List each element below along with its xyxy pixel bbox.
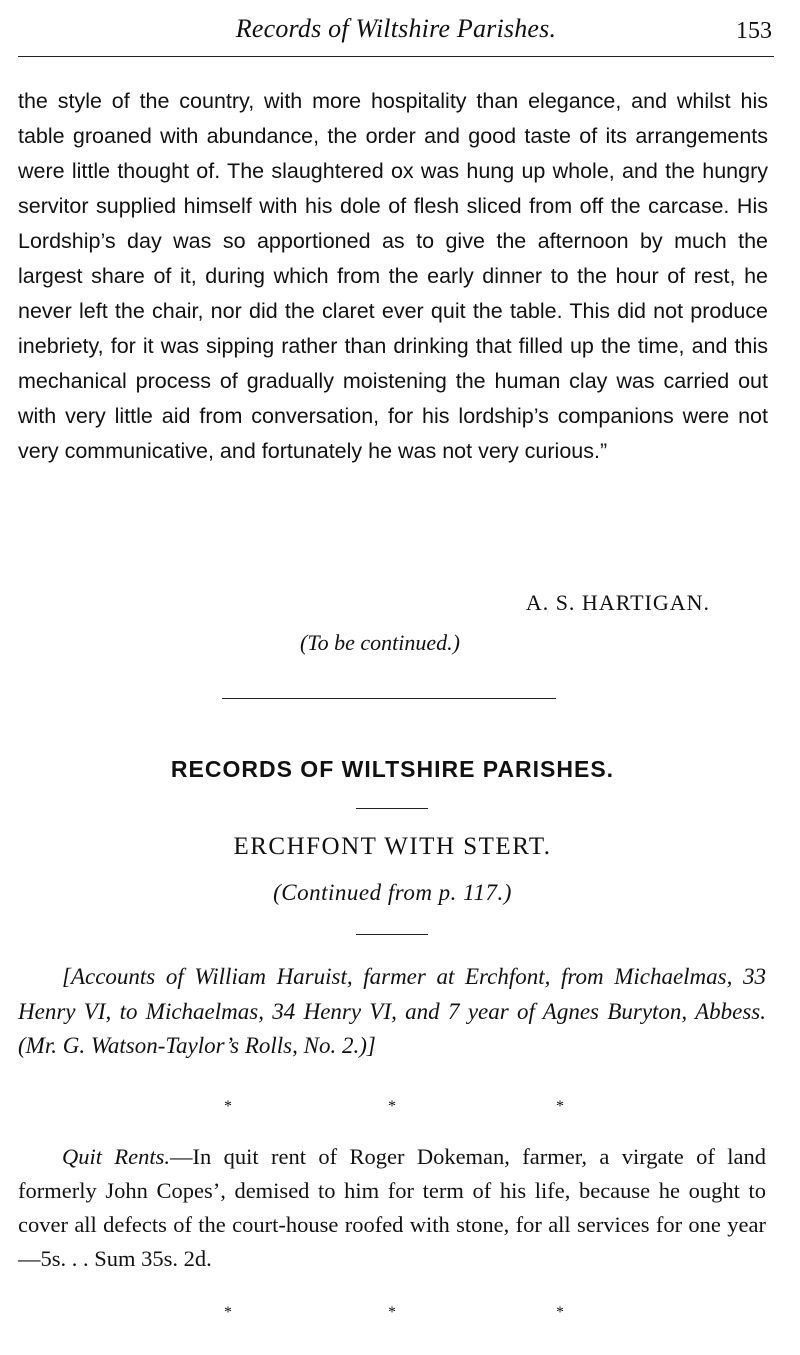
asterisk: * [556, 1098, 564, 1115]
quit-rents-text: —In quit rent of Roger Dokeman, farmer, a virgate of land formerly John Copes’, demised to him for term of his life, because he ought to cover all defects of the court-house roofed with stone, for all services for one year—5s. . . Sum 35s. 2d. [18, 1144, 766, 1271]
page-number: 153 [736, 18, 772, 44]
running-head [20, 8, 772, 48]
intro-paragraph: the style of the country, with more hospitality than elegance, and whilst his table groaned with abundance, the order and good taste of its arrangements were little thought of. The slaughtered ox was hung up whole, and the hungry servitor supplied himself with his dole of flesh sliced from off the carcase. His Lordship’s day was so apportioned as to give the afternoon by much the largest share of it, during which from the early dinner to the hour of rest, he never left the chair, nor did the claret ever quit the table. This did not produce inebriety, for it was sipping rather than drinking that filled up the time, and this mechanical process of gradually moistening the human clay was carried out with very little aid from conversation, for his lordship’s companions were not very communicative, and fortunately he was not very curious.” [18, 89, 768, 463]
signature-initials: A. S. H [525, 590, 599, 615]
heading-short-rule [356, 808, 428, 809]
quit-rents-paragraph [18, 1140, 766, 1276]
header-rule [18, 56, 774, 57]
section-divider-rule [222, 698, 556, 699]
subheading-short-rule [356, 934, 428, 935]
asterisk: * [224, 1098, 232, 1115]
asterisk: * [388, 1304, 396, 1321]
continued-from-note: (Continued from p. 117.) [273, 880, 512, 905]
to-be-continued-note: (To be continued.) [300, 630, 460, 655]
running-title: Records of Wiltshire Parishes. [235, 14, 557, 43]
quit-rents-label: Quit Rents. [62, 1144, 170, 1169]
author-signature [526, 590, 710, 616]
asterisk: * [556, 1304, 564, 1321]
section-heading: RECORDS OF WILTSHIRE PARISHES. [170, 756, 615, 782]
signature-surname: ARTIGAN. [598, 590, 710, 615]
parish-subheading: ERCHFONT WITH STERT. [233, 833, 552, 860]
asterisk: * [388, 1098, 396, 1115]
asterisk: * [224, 1304, 232, 1321]
accounts-note: [Accounts of William Haruist, farmer at Erchfont, from Michaelmas, 33 Henry VI, to Michaelmas, 34 Henry VI, and 7 year of Agnes Buryton, Abbess. (Mr. G. Watson-Taylor’s Rolls, No. 2.)] [18, 964, 766, 1058]
